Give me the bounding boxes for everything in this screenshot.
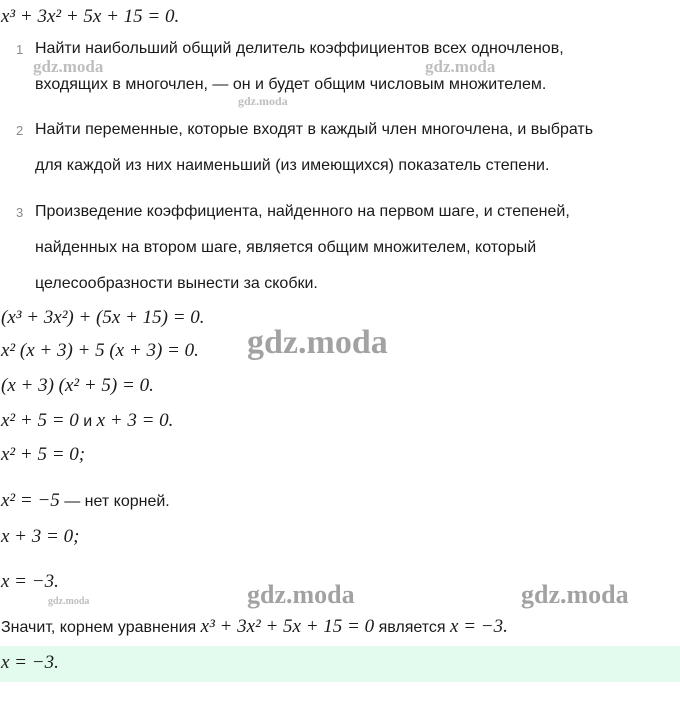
step-text-line: найденных на втором шаге, является общим множителем, который: [35, 239, 537, 256]
step-text-line: Произведение коэффициента, найденного на первом шаге, и степеней,: [35, 203, 570, 220]
watermark-logo: gdz.moda: [521, 580, 629, 609]
watermark-logo: gdz.moda: [33, 57, 104, 76]
solution-line-2: x² (x + 3) + 5 (x + 3) = 0.: [1, 340, 199, 361]
solution-line-1: (x³ + 3x²) + (5x + 15) = 0.: [1, 307, 205, 328]
conclusion-line: [1, 616, 508, 638]
solution-line-3: (x + 3) (x² + 5) = 0.: [1, 375, 154, 396]
solution-line-5: x² + 5 = 0;: [1, 444, 86, 465]
conclusion-equation: x³ + 3x² + 5x + 15 = 0: [200, 616, 375, 637]
step-text-line: входящих в многочлен, — он и будет общим числовым множителем.: [35, 76, 547, 93]
step-number: 3: [16, 205, 24, 220]
solution-line-8: x = −3.: [1, 571, 59, 592]
answer-box: [0, 646, 680, 682]
conjunction-text: и: [78, 413, 97, 430]
step-number: 2: [16, 123, 24, 138]
conclusion-prefix: Значит, корнем уравнения: [1, 619, 201, 636]
step-number: 1: [16, 42, 24, 57]
solution-line-7: x + 3 = 0;: [1, 526, 80, 547]
step-text-line: для каждой из них наименьший (из имеющихся) показатель степени.: [35, 157, 550, 174]
watermark-logo: gdz.moda: [247, 324, 388, 361]
step-text-line: Найти переменные, которые входят в каждый член многочлена, и выбрать: [35, 121, 594, 138]
solution-line-4: [1, 410, 173, 432]
conclusion-root: x = −3.: [450, 616, 508, 637]
task-equation: x³ + 3x² + 5x + 15 = 0.: [1, 6, 180, 27]
watermark-logo: gdz.moda: [425, 57, 496, 76]
answer-text: x = −3.: [1, 652, 59, 673]
equation-part: x + 3 = 0.: [96, 410, 174, 431]
equation-part: x² + 5 = 0: [1, 410, 79, 431]
step-text-line: целесообразности вынести за скобки.: [35, 275, 318, 292]
step-text-line: Найти наибольший общий делитель коэффициентов всех одночленов,: [35, 40, 564, 57]
watermark-logo: gdz.moda: [48, 596, 90, 607]
equation-part: x² = −5: [1, 490, 60, 511]
conclusion-mid: является: [374, 619, 451, 636]
watermark-logo: gdz.moda: [247, 580, 355, 609]
no-roots-text: — нет корней.: [59, 493, 170, 510]
watermark-logo: gdz.moda: [238, 94, 288, 108]
solution-line-6: [1, 490, 170, 512]
